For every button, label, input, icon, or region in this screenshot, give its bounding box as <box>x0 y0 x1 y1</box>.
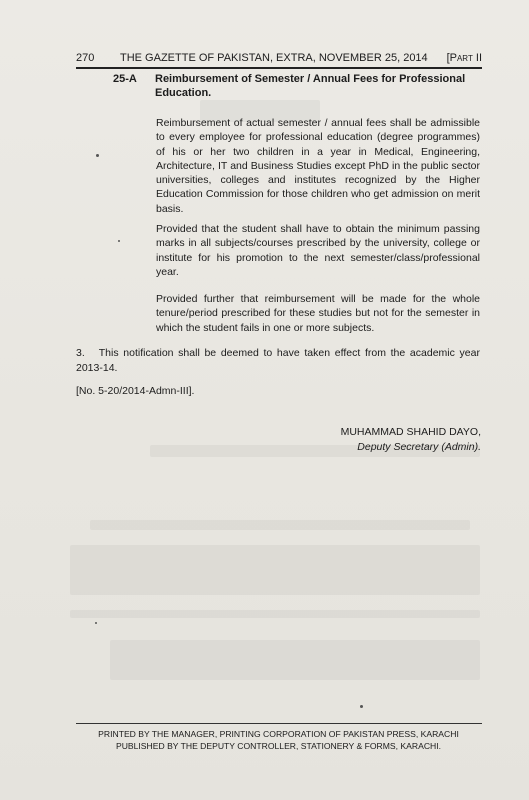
paper-speck <box>95 622 97 624</box>
signatory-title: Deputy Secretary (Admin). <box>357 441 481 453</box>
show-through-mark <box>70 545 480 595</box>
gazette-header <box>76 52 482 64</box>
section-number: 25-A <box>113 73 137 85</box>
section-title: Reimbursement of Semester / Annual Fees for Professional Education. <box>155 73 466 99</box>
paragraph-proviso-passing-marks: Provided that the student shall have to obtain the minimum passing marks in all subjects/courses prescribed by the university, college or institute for his promotion to the next semester/class/professional year. <box>156 223 480 278</box>
part-label: [Part II <box>446 52 482 64</box>
footer-rule <box>76 723 482 724</box>
paragraph-proviso-tenure: Provided further that reimbursement will be made for the whole tenure/period prescribed for these studies but not for the semester in which the student fails in one or more subjects. <box>156 293 480 334</box>
show-through-mark <box>90 520 470 530</box>
header-rule <box>76 67 482 69</box>
paper-speck <box>118 240 120 242</box>
paragraph-reimbursement: Reimbursement of actual semester / annual fees shall be admissible to every employee for professional education (degree programmes) of his or her two children in a year in Medical, Engineering, Architecture, IT and Business Studies except PhD in the public sector universities, colleges and institutes recognized by the Higher Education Commission for those children who get admission on merit basis. <box>156 117 480 215</box>
clause-text: This notification shall be deemed to have taken effect from the academic year 2013-14. <box>76 347 480 374</box>
paper-speck <box>96 154 99 157</box>
reference-number: [No. 5-20/2014-Admn-III]. <box>76 385 195 397</box>
paper-speck <box>360 705 363 708</box>
clause-number: 3. <box>76 347 85 359</box>
signatory-name: MUHAMMAD SHAHID DAYO, <box>340 426 481 438</box>
printer-line: PRINTED BY THE MANAGER, PRINTING CORPORATION OF PAKISTAN PRESS, KARACHI <box>98 729 459 739</box>
gazette-title: THE GAZETTE OF PAKISTAN, EXTRA, NOVEMBER 25, 2014 <box>120 52 428 64</box>
page-number: 270 <box>76 52 95 64</box>
show-through-mark <box>70 610 480 618</box>
imprint-footer <box>60 728 497 752</box>
publisher-line: PUBLISHED BY THE DEPUTY CONTROLLER, STATIONERY & FORMS, KARACHI. <box>115 741 442 751</box>
numbered-clause <box>76 346 480 376</box>
show-through-mark <box>110 640 480 680</box>
